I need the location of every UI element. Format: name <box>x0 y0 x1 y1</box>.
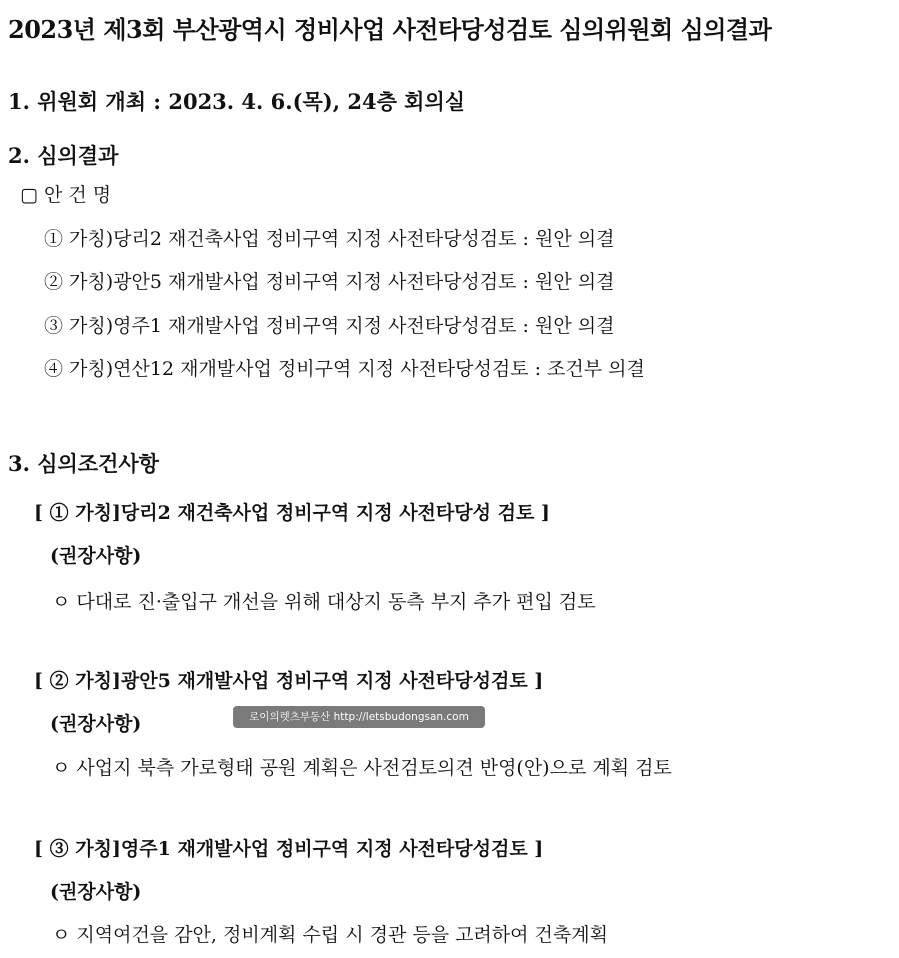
section-review-results-heading: 2. 심의결과 <box>8 143 119 168</box>
condition-block-1-text: ㅇ 다대로 진·출입구 개선을 위해 대상지 동측 부지 추가 편입 검토 <box>52 591 596 613</box>
condition-block-2-text: ㅇ 사업지 북측 가로형태 공원 계획은 사전검토의견 반영(안)으로 계획 검토 <box>52 757 672 779</box>
agenda-item-2: ② 가칭)광안5 재개발사업 정비구역 지정 사전타당성검토 : 원안 의결 <box>44 271 615 293</box>
condition-block-3-text: ㅇ 지역여건을 감안, 정비계획 수립 시 경관 등을 고려하여 건축계획 <box>52 924 608 946</box>
document-title: 2023년 제3회 부산광역시 정비사업 사전타당성검토 심의위원회 심의결과 <box>8 15 772 44</box>
section-meeting-info: 1. 위원회 개최 : 2023. 4. 6.(목), 24층 회의실 <box>8 89 466 114</box>
condition-block-2-title: [ ② 가칭]광안5 재개발사업 정비구역 지정 사전타당성검토 ] <box>34 670 544 692</box>
agenda-item-3: ③ 가칭)영주1 재개발사업 정비구역 지정 사전타당성검토 : 원안 의결 <box>44 315 615 337</box>
agenda-item-4: ④ 가칭)연산12 재개발사업 정비구역 지정 사전타당성검토 : 조건부 의결 <box>44 358 645 380</box>
section-conditions-heading: 3. 심의조건사항 <box>8 451 159 476</box>
agenda-heading: ▢ 안 건 명 <box>20 184 112 206</box>
condition-block-1-title: [ ① 가칭]당리2 재건축사업 정비구역 지정 사전타당성 검토 ] <box>34 502 550 524</box>
condition-block-3-title: [ ③ 가칭]영주1 재개발사업 정비구역 지정 사전타당성검토 ] <box>34 838 544 860</box>
condition-block-3-label: (권장사항) <box>50 881 142 903</box>
condition-block-2-label: (권장사항) <box>50 713 142 735</box>
watermark-badge: 로이의렛츠부동산 http://letsbudongsan.com <box>233 706 485 728</box>
condition-block-1-label: (권장사항) <box>50 545 142 567</box>
agenda-item-1: ① 가칭)당리2 재건축사업 정비구역 지정 사전타당성검토 : 원안 의결 <box>44 228 615 250</box>
